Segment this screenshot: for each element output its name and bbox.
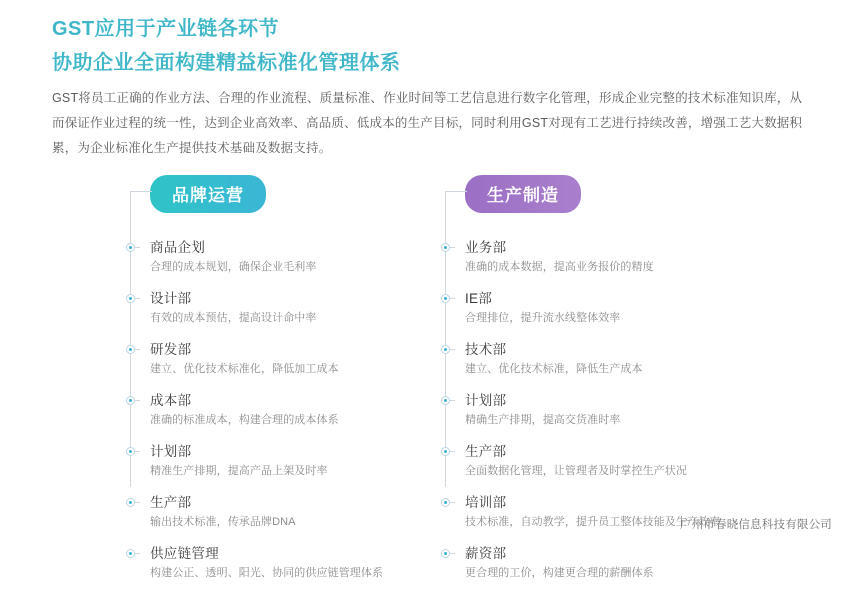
bullet-icon bbox=[441, 447, 450, 456]
list-item-title: IE部 bbox=[465, 291, 493, 306]
list-item-desc: 建立、优化技术标准化，降低加工成本 bbox=[150, 363, 339, 375]
bullet-icon bbox=[441, 345, 450, 354]
bullet-icon bbox=[126, 498, 135, 507]
list-item-desc: 合理排位，提升流水线整体效率 bbox=[465, 312, 621, 324]
list-item-desc: 精准生产排期，提高产品上架及时率 bbox=[150, 465, 328, 477]
list-item-desc: 准确的成本数据，提高业务报价的精度 bbox=[465, 261, 654, 273]
list-item bbox=[150, 392, 450, 428]
list-item bbox=[465, 239, 765, 275]
list-item bbox=[465, 290, 765, 326]
list-item-desc: 输出技术标准，传承品牌DNA bbox=[150, 516, 296, 528]
list-item-title: 计划部 bbox=[150, 444, 192, 459]
column-spine-top-left bbox=[130, 191, 152, 192]
list-item-desc: 全面数据化管理，让管理者及时掌控生产状况 bbox=[465, 465, 687, 477]
column-badge-production-manufacturing: 生产制造 bbox=[465, 175, 581, 213]
column-production-manufacturing bbox=[435, 175, 765, 597]
list-item-title: 生产部 bbox=[465, 444, 507, 459]
list-item bbox=[465, 392, 765, 428]
list-item bbox=[150, 341, 450, 377]
list-item-desc: 精确生产排期，提高交货准时率 bbox=[465, 414, 621, 426]
item-list-brand-operation bbox=[120, 239, 450, 581]
list-item-title: 供应链管理 bbox=[150, 546, 219, 561]
list-item bbox=[150, 494, 450, 530]
bullet-icon bbox=[126, 447, 135, 456]
list-item bbox=[150, 443, 450, 479]
list-item bbox=[150, 545, 450, 581]
list-item-title: 研发部 bbox=[150, 342, 192, 357]
list-item bbox=[465, 341, 765, 377]
list-item bbox=[465, 443, 765, 479]
list-item-title: 培训部 bbox=[465, 495, 507, 510]
footer-company: 广州市春晓信息科技有限公司 bbox=[679, 519, 832, 531]
list-item-title: 薪资部 bbox=[465, 546, 507, 561]
list-item-title: 技术部 bbox=[465, 342, 507, 357]
bullet-icon bbox=[126, 396, 135, 405]
bullet-icon bbox=[441, 549, 450, 558]
page-subtitle: 协助企业全面构建精益标准化管理体系 bbox=[52, 52, 401, 74]
bullet-icon bbox=[441, 294, 450, 303]
list-item-desc: 准确的标准成本，构建合理的成本体系 bbox=[150, 414, 339, 426]
list-item-title: 设计部 bbox=[150, 291, 192, 306]
bullet-icon bbox=[126, 294, 135, 303]
bullet-icon bbox=[441, 396, 450, 405]
list-item-title: 生产部 bbox=[150, 495, 192, 510]
list-item-desc: 更合理的工价，构建更合理的薪酬体系 bbox=[465, 567, 654, 579]
list-item-desc: 合理的成本规划，确保企业毛利率 bbox=[150, 261, 317, 273]
column-badge-brand-operation: 品牌运营 bbox=[150, 175, 266, 213]
list-item bbox=[150, 239, 450, 275]
list-item-desc: 建立、优化技术标准，降低生产成本 bbox=[465, 363, 643, 375]
bullet-icon bbox=[126, 549, 135, 558]
page-title: GST应用于产业链各环节 bbox=[52, 18, 280, 40]
header bbox=[52, 14, 812, 78]
bullet-icon bbox=[126, 345, 135, 354]
column-brand-operation bbox=[120, 175, 450, 597]
list-item-title: 业务部 bbox=[465, 240, 507, 255]
bullet-icon bbox=[126, 243, 135, 252]
bullet-icon bbox=[441, 243, 450, 252]
list-item-desc: 有效的成本预估，提高设计命中率 bbox=[150, 312, 317, 324]
list-item-title: 商品企划 bbox=[150, 240, 206, 255]
list-item-title: 成本部 bbox=[150, 393, 192, 408]
list-item-desc: 技术标准，自动教学，提升员工整体技能及生产效率 bbox=[465, 516, 721, 528]
list-item-desc: 构建公正、透明、阳光、协同的供应链管理体系 bbox=[150, 567, 384, 579]
list-item bbox=[150, 290, 450, 326]
column-spine-top-right bbox=[445, 191, 467, 192]
list-item bbox=[465, 545, 765, 581]
list-item-title: 计划部 bbox=[465, 393, 507, 408]
intro-paragraph: GST将员工正确的作业方法、合理的作业流程、质量标准、作业时间等工艺信息进行数字化管理，形成企业完整的技术标准知识库，从而保证作业过程的统一性，达到企业高效率、高品质、低成本的生产目标，同时利用GST对现有工艺进行持续改善，增强工艺大数据积累，为企业标准化生产提供技术基础及数据支持。 bbox=[52, 91, 803, 155]
bullet-icon bbox=[441, 498, 450, 507]
